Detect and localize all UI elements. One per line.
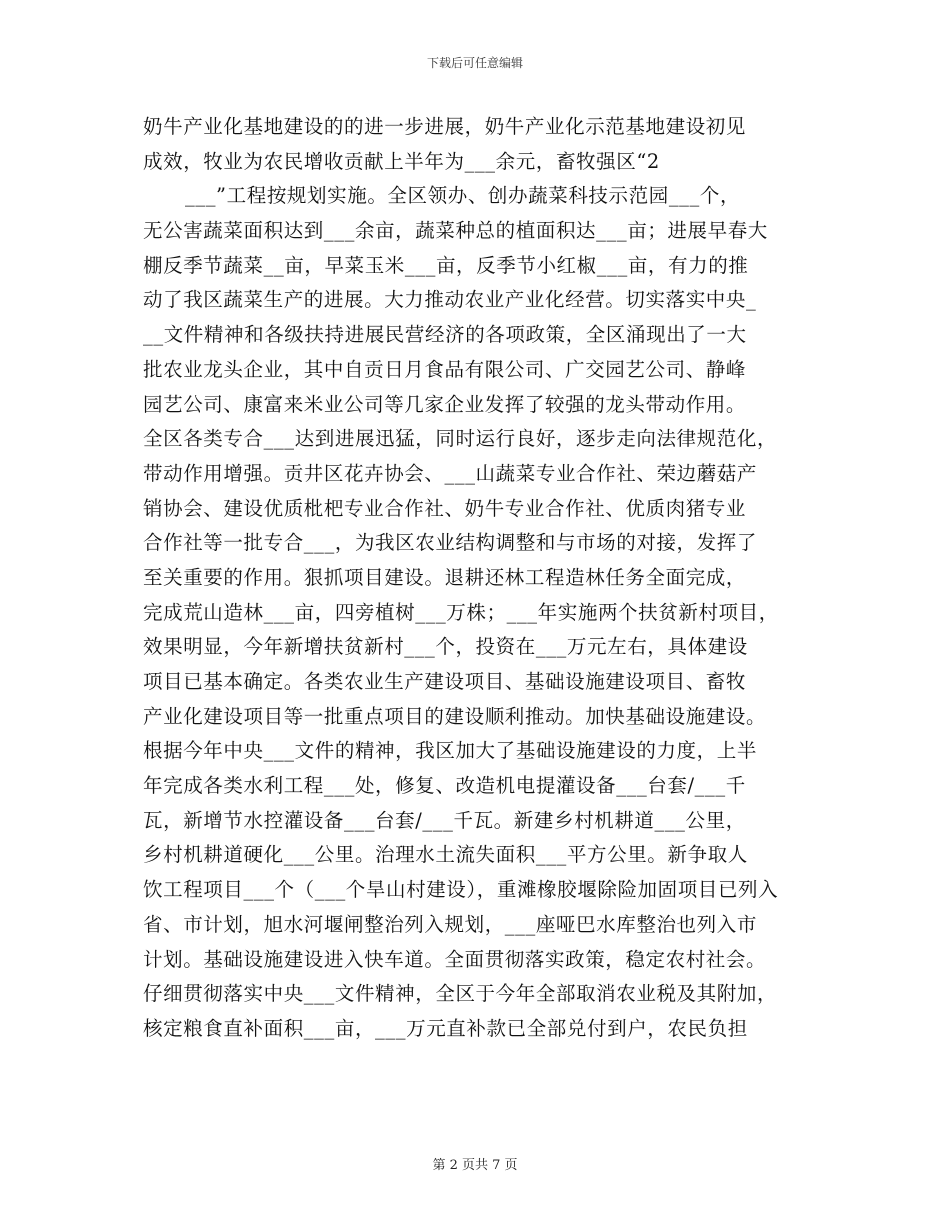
text-line: 产业化建设项目等一批重点项目的建设顺利推动。加快基础设施建设。 (143, 704, 767, 728)
text-line: 饮工程项目___个（___个旱山村建设），重滩橡胶堰除险加固项目已列入 (143, 878, 779, 902)
text-line: 带动作用增强。贡井区花卉协会、___山蔬菜专业合作社、荣边蘑菇产 (143, 461, 757, 485)
text-line: 无公害蔬菜面积达到___余亩，蔬菜种总的植面积达___亩；进展早春大 (143, 219, 768, 243)
text-line: 销协会、建设优质枇杷专业合作社、奶牛专业合作社、优质肉猪专业 (143, 496, 747, 520)
text-line: 乡村机耕道硬化___公里。治理水土流失面积___平方公里。新争取人 (143, 843, 748, 867)
text-line: 成效，牧业为农民增收贡献上半年为___余元，畜牧强区“2 (143, 149, 660, 173)
text-line: 计划。基础设施建设进入快车道。全面贯彻落实政策，稳定农村社会。 (143, 947, 767, 971)
text-line: 瓦，新增节水控灌设备___台套/___千瓦。新建乡村机耕道___公里， (143, 808, 746, 832)
text-line: 全区各类专合___达到进展迅猛，同时运行良好，逐步走向法律规范化， (143, 427, 778, 451)
page-number-footer: 第 2 页共 7 页 (432, 1158, 518, 1173)
page-header: 下载后可任意编辑 (426, 56, 523, 70)
text-line: 项目已基本确定。各类农业生产建设项目、基础设施建设项目、畜牧 (143, 670, 747, 693)
text-line: 效果明显，今年新增扶贫新村___个，投资在___万元左右，具体建设 (143, 635, 748, 659)
text-line: 批农业龙头企业，其中自贡日月食品有限公司、广交园艺公司、静峰 (143, 357, 747, 381)
text-line: 根据今年中央___文件的精神，我区加大了基础设施建设的力度，上半 (143, 739, 757, 763)
text-line: 核定粮食直补面积___亩，___万元直补款已全部兑付到户，农民负担 (143, 1016, 748, 1040)
text-line: 园艺公司、康富来米业公司等几家企业发挥了较强的龙头带动作用。 (143, 392, 747, 416)
text-line: __文件精神和各级扶持进展民营经济的各项政策，全区涌现出了一大 (143, 323, 747, 347)
text-line: 合作社等一批专合___，为我区农业结构调整和与市场的对接，发挥了 (143, 531, 757, 555)
text-line: 至关重要的作用。狠抓项目建设。退耕还林工程造林任务全面完成， (143, 565, 747, 589)
text-line: 年完成各类水利工程___处，修复、改造机电提灌设备___台套/___千 (143, 774, 746, 798)
text-line: 省、市计划，旭水河堰闸整治列入规划，___座哑巴水库整治也列入市 (143, 912, 757, 936)
text-line: 棚反季节蔬菜__亩，早菜玉米___亩，反季节小红椒___亩，有力的推 (143, 253, 749, 277)
text-line: 奶牛产业化基地建设的的进一步进展，奶牛产业化示范基地建设初见 (143, 115, 747, 138)
text-line: 完成荒山造林___亩，四旁植树___万株；___年实施两个扶贫新村项目， (143, 600, 779, 624)
text-line: ___”工程按规划实施。全区领办、创办蔬菜科技示范园___个， (185, 184, 741, 208)
text-line: 仔细贯彻落实中央___文件精神，全区于今年全部取消农业税及其附加， (143, 982, 778, 1006)
text-line: 动了我区蔬菜生产的进展。大力推动农业产业化经营。切实落实中央_ (143, 288, 757, 312)
document-body (143, 110, 823, 1047)
